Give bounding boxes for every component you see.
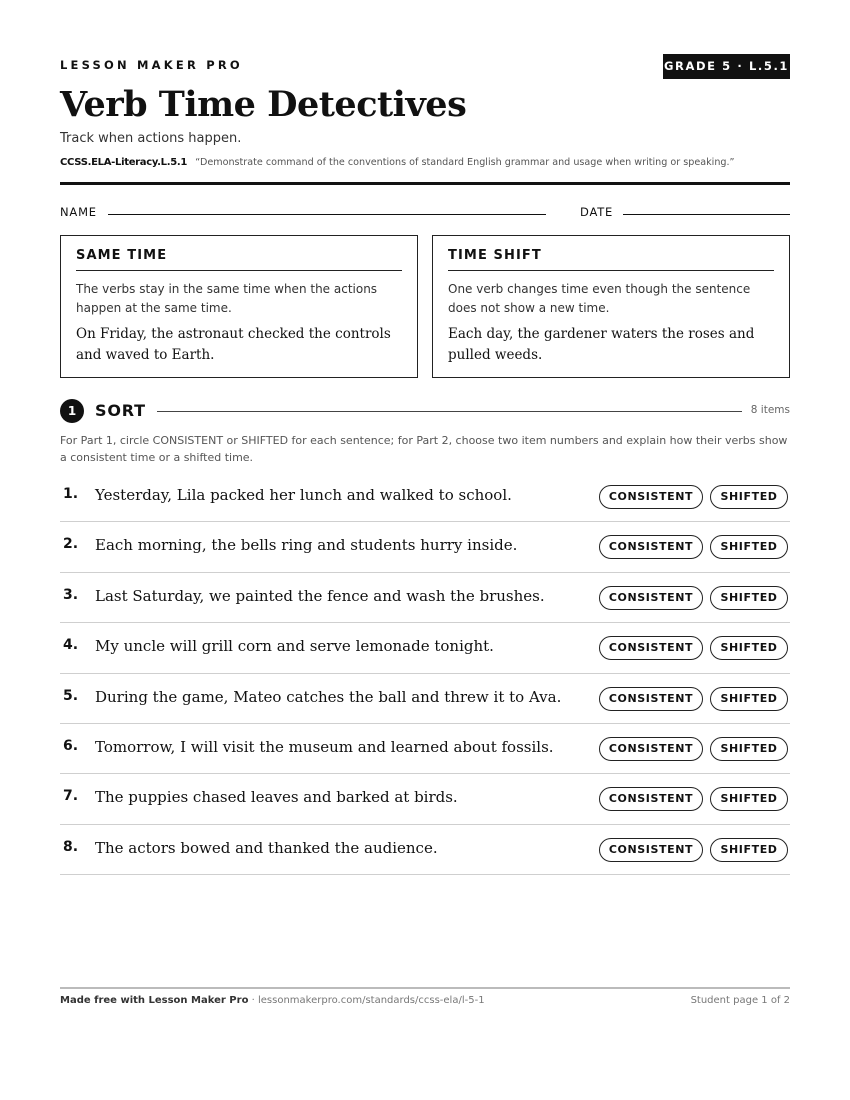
standard-code: CCSS.ELA-Literacy.L.5.1 bbox=[60, 157, 188, 168]
item-sentence: Each morning, the bells ring and students hurry inside. bbox=[95, 536, 518, 555]
list-item bbox=[60, 774, 790, 824]
item-sentence: The puppies chased leaves and barked at birds. bbox=[95, 788, 458, 807]
footer-divider bbox=[60, 987, 790, 989]
standard-text: “Demonstrate command of the conventions of standard English grammar and usage when writing or speaking.” bbox=[195, 157, 735, 168]
shifted-option[interactable]: SHIFTED bbox=[710, 586, 788, 610]
footer-separator: · bbox=[248, 995, 258, 1006]
consistent-option[interactable]: CONSISTENT bbox=[599, 636, 703, 660]
item-number: 1. bbox=[63, 486, 79, 502]
card-example: On Friday, the astronaut checked the controls and waved to Earth. bbox=[76, 326, 391, 363]
item-sentence: Last Saturday, we painted the fence and wash the brushes. bbox=[95, 586, 545, 605]
page-indicator: Student page 1 of 2 bbox=[690, 995, 790, 1006]
card-example: Each day, the gardener waters the roses and pulled weeds. bbox=[448, 326, 755, 363]
sentence-list bbox=[60, 472, 790, 875]
date-field[interactable] bbox=[623, 214, 790, 215]
list-item bbox=[60, 573, 790, 623]
name-field[interactable] bbox=[108, 214, 546, 215]
shifted-option[interactable]: SHIFTED bbox=[710, 787, 788, 811]
consistent-option[interactable]: CONSISTENT bbox=[599, 838, 703, 862]
shifted-option[interactable]: SHIFTED bbox=[710, 485, 788, 509]
worksheet-page bbox=[60, 0, 790, 1100]
page-subtitle: Track when actions happen. bbox=[60, 131, 242, 146]
item-sentence: Yesterday, Lila packed her lunch and walked to school. bbox=[95, 486, 512, 504]
instructions: For Part 1, circle CONSISTENT or SHIFTED for each sentence; for Part 2, choose two item numbers and explain how their verbs show a consistent time or a shifted time. bbox=[60, 434, 788, 464]
grade-badge: GRADE 5 · L.5.1 bbox=[663, 54, 790, 79]
time-shift-card bbox=[432, 235, 790, 378]
list-item bbox=[60, 522, 790, 572]
shifted-option[interactable]: SHIFTED bbox=[710, 687, 788, 711]
list-item bbox=[60, 623, 790, 673]
card-title: SAME TIME bbox=[76, 248, 402, 271]
consistent-option[interactable]: CONSISTENT bbox=[599, 787, 703, 811]
item-sentence: During the game, Mateo catches the ball and threw it to Ava. bbox=[95, 687, 562, 706]
card-title: TIME SHIFT bbox=[448, 248, 774, 271]
item-count: 8 items bbox=[750, 404, 790, 416]
footer-url[interactable]: lessonmakerpro.com/standards/ccss-ela/l-5-1 bbox=[257, 995, 485, 1006]
section-title: SORT bbox=[95, 401, 146, 420]
list-item bbox=[60, 825, 790, 875]
brand-name: LESSON MAKER PRO bbox=[60, 58, 243, 72]
name-label: NAME bbox=[60, 205, 97, 219]
card-description: One verb changes time even though the sentence does not show a new time. bbox=[448, 282, 751, 315]
item-number: 6. bbox=[63, 737, 79, 754]
item-number: 8. bbox=[63, 838, 79, 855]
shifted-option[interactable]: SHIFTED bbox=[710, 636, 788, 660]
consistent-option[interactable]: CONSISTENT bbox=[599, 586, 703, 610]
footer-made-with: Made free with Lesson Maker Pro bbox=[60, 995, 249, 1006]
consistent-option[interactable]: CONSISTENT bbox=[599, 687, 703, 711]
card-description: The verbs stay in the same time when the actions happen at the same time. bbox=[76, 282, 378, 315]
item-number: 2. bbox=[63, 536, 79, 553]
item-number: 5. bbox=[63, 687, 79, 704]
list-item bbox=[60, 724, 790, 774]
date-label: DATE bbox=[580, 205, 614, 219]
list-item bbox=[60, 674, 790, 724]
shifted-option[interactable]: SHIFTED bbox=[710, 838, 788, 862]
shifted-option[interactable]: SHIFTED bbox=[710, 737, 788, 761]
consistent-option[interactable]: CONSISTENT bbox=[599, 737, 703, 761]
item-number: 3. bbox=[63, 586, 79, 603]
shifted-option[interactable]: SHIFTED bbox=[710, 535, 788, 559]
list-item bbox=[60, 472, 790, 522]
header-divider bbox=[60, 182, 790, 185]
consistent-option[interactable]: CONSISTENT bbox=[599, 485, 703, 509]
item-sentence: Tomorrow, I will visit the museum and learned about fossils. bbox=[95, 737, 554, 756]
item-sentence: The actors bowed and thanked the audience. bbox=[95, 838, 438, 857]
item-sentence: My uncle will grill corn and serve lemonade tonight. bbox=[95, 637, 494, 656]
standard-line bbox=[60, 157, 735, 168]
section-header bbox=[60, 399, 790, 423]
consistent-option[interactable]: CONSISTENT bbox=[599, 535, 703, 559]
item-number: 4. bbox=[63, 637, 79, 654]
section-rule bbox=[157, 411, 742, 412]
section-number-badge: 1 bbox=[60, 399, 84, 423]
page-title: Verb Time Detectives bbox=[60, 84, 467, 125]
footer-credit bbox=[60, 995, 485, 1006]
item-number: 7. bbox=[63, 788, 79, 805]
same-time-card bbox=[60, 235, 418, 378]
